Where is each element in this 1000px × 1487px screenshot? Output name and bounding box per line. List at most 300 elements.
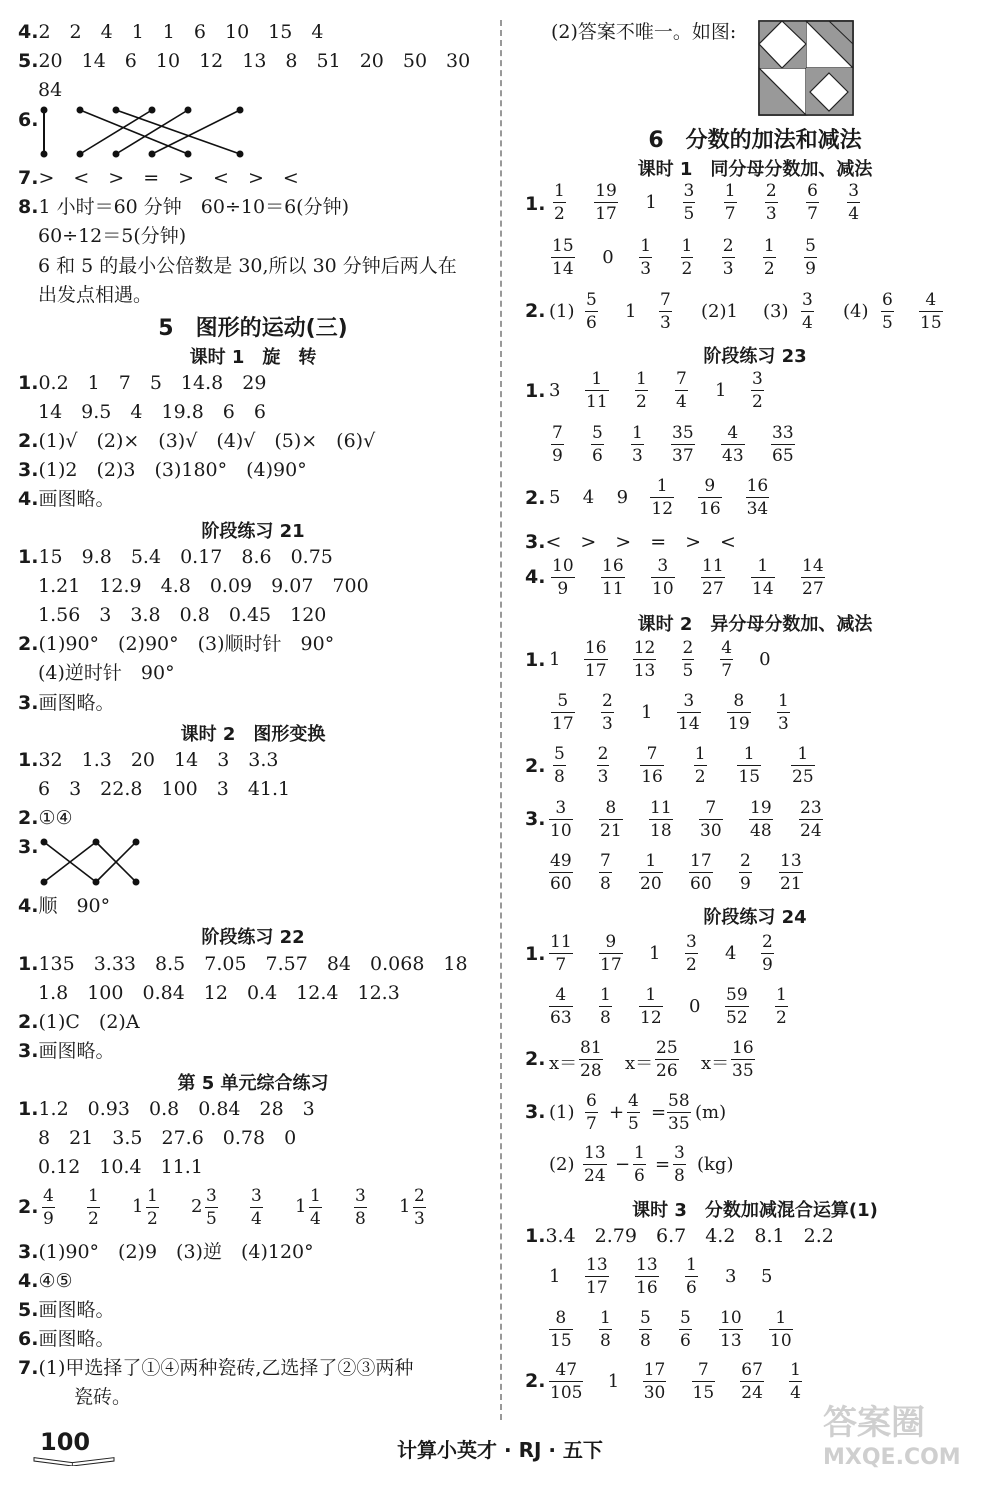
denominator: 3: [778, 714, 789, 734]
denominator: 21: [600, 821, 622, 841]
denominator: 5: [682, 661, 694, 681]
answer-line: 3.画图略。: [18, 692, 115, 714]
practice-title: 阶段练习 22: [201, 927, 305, 948]
answer-line: 3.(1)2 (2)3 (3)180° (4)90°: [18, 459, 307, 481]
question-number: 1.: [525, 649, 546, 671]
fraction: [42, 1185, 55, 1230]
denominator: 16: [699, 499, 721, 519]
fraction: [749, 797, 773, 842]
fraction: [675, 368, 688, 413]
answer-line: 1.0.2 1 7 5 14.8 29: [18, 372, 267, 394]
numerator: 1: [790, 1360, 801, 1380]
numerator: 3: [802, 290, 813, 310]
answer-value: (1): [549, 1102, 575, 1123]
answer-value: 4: [725, 943, 737, 964]
answer-line: 1.32 1.3 20 14 3 3.3: [18, 749, 279, 771]
numerator: 17: [690, 851, 712, 871]
fraction: [789, 1359, 802, 1404]
fraction: [847, 180, 860, 225]
answer-value: 1: [295, 1196, 307, 1217]
denominator: 7: [586, 1114, 597, 1134]
fraction: [599, 797, 623, 842]
numerator: 1: [310, 1186, 321, 1206]
denominator: 8: [554, 767, 565, 787]
numerator: 6: [882, 290, 893, 310]
fraction: [551, 555, 575, 600]
denominator: 2: [694, 767, 706, 787]
numerator: 1: [636, 369, 647, 389]
numerator: 4: [555, 985, 567, 1005]
numerator: 1: [600, 1308, 611, 1328]
answer-line: 6.: [18, 109, 39, 131]
numerator: 6: [807, 181, 818, 201]
numerator: 3: [657, 556, 669, 576]
answer-value: 5: [761, 1266, 773, 1287]
denominator: 11: [586, 392, 608, 412]
numerator: 16: [732, 1038, 754, 1058]
fraction: [87, 1185, 100, 1230]
denominator: 9: [552, 446, 563, 466]
numerator: 1: [724, 181, 736, 201]
answer-value: 1: [399, 1196, 411, 1217]
question-number: 1.: [525, 943, 546, 965]
answer-line: 7.> < > = > < > <: [18, 167, 299, 189]
numerator: 8: [555, 1308, 567, 1328]
numerator: 15: [552, 236, 574, 256]
numerator: 4: [43, 1186, 54, 1206]
fraction: [651, 555, 675, 600]
denominator: 27: [802, 579, 824, 599]
fraction: [881, 289, 894, 334]
lesson-title: 课时 1 旋 转: [189, 347, 317, 368]
answer-line: 出发点相遇。: [38, 284, 153, 306]
answer-line: 1.1.2 0.93 0.8 0.84 28 3: [18, 1098, 315, 1120]
denominator: 7: [555, 955, 567, 975]
fraction: [801, 289, 814, 334]
answer-line: (2)答案不唯一。如图:: [551, 21, 737, 43]
numerator: 25: [656, 1038, 678, 1058]
numerator: 58: [668, 1091, 690, 1111]
matching-lines-diagram: [40, 104, 260, 162]
answer-line: 6.画图略。: [18, 1328, 115, 1350]
answer-line: 1.56 3 3.8 0.8 0.45 120: [38, 604, 327, 626]
denominator: 35: [732, 1061, 754, 1081]
numerator: 1: [681, 236, 693, 256]
denominator: 43: [722, 446, 744, 466]
fraction: [599, 1307, 612, 1352]
denominator: 37: [672, 446, 694, 466]
denominator: 16: [636, 1278, 658, 1298]
numerator: 7: [705, 798, 717, 818]
fraction: [804, 235, 817, 280]
fraction: [639, 984, 663, 1029]
fraction: [761, 931, 774, 976]
numerator: 19: [750, 798, 772, 818]
numerator: 2: [762, 932, 773, 952]
answer-value: 3: [549, 380, 561, 401]
fraction: [599, 931, 623, 976]
denominator: 2: [88, 1209, 99, 1229]
fraction: [633, 637, 657, 682]
fraction: [597, 743, 610, 788]
fraction: [681, 235, 694, 280]
fraction: [719, 1307, 743, 1352]
denominator: 13: [633, 661, 656, 681]
question-number: 2.: [525, 1048, 546, 1070]
practice-title: 阶段练习 23: [703, 346, 807, 367]
denominator: 9: [740, 874, 751, 894]
denominator: 19: [728, 714, 750, 734]
fraction: [413, 1185, 426, 1230]
denominator: 5: [683, 204, 695, 224]
answer-value: +: [609, 1102, 625, 1123]
denominator: 24: [800, 821, 822, 841]
fraction: [594, 180, 618, 225]
answer-value: 1: [715, 380, 727, 401]
fraction: [724, 180, 737, 225]
answer-value: 1: [625, 301, 637, 322]
question-number: 4.: [525, 566, 546, 588]
fraction: [583, 1142, 607, 1187]
answer-line: 2.(1)90° (2)90° (3)顺时针 90°: [18, 633, 335, 655]
numerator: 2: [597, 744, 609, 764]
fraction: [205, 1185, 218, 1230]
denominator: 2: [554, 204, 565, 224]
answer-line: 1.135 3.33 8.5 7.05 7.57 84 0.068 18: [18, 953, 468, 975]
fraction: [722, 235, 735, 280]
numerator: 9: [704, 476, 716, 496]
answer-line: 2.(1)√ (2)× (3)√ (4)√ (5)× (6)√: [18, 430, 376, 452]
denominator: 60: [690, 874, 712, 894]
numerator: 1: [757, 556, 769, 576]
fraction: [599, 850, 612, 895]
numerator: 4: [628, 1091, 639, 1111]
page-number: 100: [40, 1428, 91, 1456]
fraction: [659, 289, 672, 334]
numerator: 1: [776, 985, 787, 1005]
fraction: [679, 1307, 692, 1352]
fraction: [751, 555, 775, 600]
fraction: [740, 1359, 764, 1404]
answer-value: (2): [549, 1154, 575, 1175]
answer-line: 瓷砖。: [74, 1386, 132, 1408]
fraction: [739, 850, 752, 895]
practice-title: 阶段练习 21: [201, 521, 305, 542]
question-number: 2.: [18, 1196, 39, 1218]
answer-value: −: [615, 1154, 631, 1175]
numerator: 47: [555, 1360, 578, 1380]
fraction: [633, 1142, 646, 1187]
answer-line: 6 和 5 的最小公倍数是 30,所以 30 分钟后两人在: [38, 255, 457, 277]
answer-value: 9: [616, 487, 629, 508]
numerator: 3: [555, 798, 567, 818]
denominator: 9: [557, 579, 569, 599]
fraction: [549, 931, 573, 976]
matching-cross-diagram: [40, 836, 150, 888]
numerator: 5: [592, 423, 603, 443]
fraction: [655, 1037, 679, 1082]
denominator: 15: [738, 767, 761, 787]
fraction: [549, 797, 573, 842]
numerator: 1: [694, 744, 706, 764]
column-divider: [500, 20, 502, 1420]
numerator: 2: [765, 181, 777, 201]
question-number: 2.: [525, 487, 546, 509]
denominator: 9: [762, 955, 773, 975]
fraction: [631, 422, 644, 467]
fraction: [919, 289, 943, 334]
fraction: [689, 850, 713, 895]
answer-line: 14 9.5 4 19.8 6 6: [38, 401, 266, 423]
answer-line: 2.①④: [18, 807, 73, 829]
numerator: 11: [702, 556, 724, 576]
fraction: [763, 235, 776, 280]
fraction: [685, 1254, 698, 1299]
fraction: [551, 235, 575, 280]
numerator: 11: [650, 798, 672, 818]
denominator: 17: [584, 661, 607, 681]
numerator: 3: [674, 1143, 685, 1163]
denominator: 15: [550, 1331, 572, 1351]
fraction: [146, 1185, 159, 1230]
fraction: [720, 637, 733, 682]
denominator: 2: [686, 955, 697, 975]
answer-line: 0.12 10.4 11.1: [38, 1156, 203, 1178]
fraction: [639, 850, 663, 895]
numerator: 10: [552, 556, 574, 576]
denominator: 14: [552, 259, 574, 279]
question-number: 2.: [525, 755, 546, 777]
answer-line: 3.: [18, 836, 39, 858]
numerator: 7: [646, 744, 658, 764]
fraction: [699, 797, 723, 842]
numerator: 1: [554, 181, 565, 201]
numerator: 1: [634, 1143, 645, 1163]
denominator: 8: [355, 1209, 366, 1229]
answer-value: 1: [607, 1371, 620, 1392]
denominator: 5: [882, 313, 893, 333]
numerator: 1: [88, 1186, 99, 1206]
denominator: 20: [640, 874, 662, 894]
book-title: 计算小英才 · RJ · 五下: [397, 1438, 603, 1462]
fraction: [694, 743, 707, 788]
denominator: 14: [678, 714, 700, 734]
fraction: [549, 1307, 573, 1352]
numerator: 13: [780, 851, 802, 871]
fraction: [677, 690, 701, 735]
denominator: 3: [660, 313, 671, 333]
numerator: 4: [925, 290, 937, 310]
denominator: 11: [602, 579, 624, 599]
numerator: 1: [632, 423, 643, 443]
denominator: 15: [692, 1383, 715, 1403]
denominator: 7: [724, 204, 736, 224]
numerator: 7: [660, 290, 671, 310]
denominator: 24: [741, 1383, 763, 1403]
numerator: 4: [727, 423, 739, 443]
numerator: 3: [206, 1186, 217, 1206]
denominator: 17: [595, 204, 617, 224]
answer-value: 1: [649, 943, 661, 964]
watermark: [815, 1395, 995, 1485]
numerator: 16: [584, 638, 607, 658]
fraction: [667, 1090, 691, 1135]
question-number: 3.: [525, 808, 546, 830]
numerator: 13: [584, 1143, 606, 1163]
fraction: [725, 984, 749, 1029]
denominator: 8: [600, 874, 611, 894]
fraction: [584, 637, 608, 682]
denominator: 8: [600, 1331, 611, 1351]
fraction: [801, 555, 825, 600]
answer-value: 0: [602, 247, 614, 268]
denominator: 27: [702, 579, 724, 599]
fraction: [640, 743, 664, 788]
tile-pattern-figure: [758, 20, 854, 116]
numerator: 67: [741, 1360, 763, 1380]
answer-value: 1: [549, 1266, 561, 1287]
question-number: 1.: [525, 380, 546, 402]
answer-line: 3.画图略。: [18, 1040, 115, 1062]
answer-line: 8 21 3.5 27.6 0.78 0: [38, 1127, 297, 1149]
denominator: 35: [668, 1114, 690, 1134]
answer-value: (4): [843, 301, 869, 322]
numerator: 1: [640, 236, 652, 256]
numerator: 16: [602, 556, 624, 576]
fraction: [779, 850, 803, 895]
denominator: 65: [772, 446, 794, 466]
numerator: 3: [251, 1186, 262, 1206]
numerator: 3: [848, 181, 860, 201]
answer-value: 1: [641, 702, 653, 723]
fraction: [701, 555, 725, 600]
lesson-title: 课时 1 同分母分数加、减法: [637, 159, 873, 180]
answer-line: 2.(1)C (2)A: [18, 1011, 140, 1033]
answer-value: 4: [582, 487, 595, 508]
answer-value: x＝: [549, 1053, 578, 1074]
denominator: 6: [686, 1278, 697, 1298]
answer-value: (2)1: [701, 301, 738, 322]
numerator: 7: [600, 851, 611, 871]
denominator: 17: [586, 1278, 608, 1298]
numerator: 49: [550, 851, 572, 871]
denominator: 26: [656, 1061, 678, 1081]
fraction: [806, 180, 819, 225]
fraction: [649, 797, 673, 842]
denominator: 5: [628, 1114, 639, 1134]
fraction: [635, 1254, 659, 1299]
fraction: [777, 690, 790, 735]
section-title: 6 分数的加法和减法: [648, 128, 862, 153]
denominator: 3: [640, 259, 652, 279]
numerator: 2: [722, 236, 734, 256]
numerator: 3: [355, 1186, 366, 1206]
numerator: 3: [683, 691, 695, 711]
answer-line: 1.8 100 0.84 12 0.4 12.4 12.3: [38, 982, 400, 1004]
numerator: 1: [591, 369, 603, 389]
denominator: 8: [640, 1331, 651, 1351]
numerator: 3: [752, 369, 763, 389]
fraction: [698, 475, 722, 520]
denominator: 3: [602, 714, 613, 734]
denominator: 4: [802, 313, 813, 333]
fraction: [685, 931, 698, 976]
numerator: 1: [645, 985, 657, 1005]
answer-value: (m): [695, 1102, 727, 1123]
numerator: 1: [763, 236, 775, 256]
answer-line: 3.(1)90° (2)9 (3)逆 (4)120°: [18, 1241, 314, 1263]
denominator: 7: [807, 204, 818, 224]
denominator: 6: [586, 313, 597, 333]
question-number: 3.: [525, 1101, 546, 1123]
numerator: 2: [414, 1186, 425, 1206]
numerator: 8: [733, 691, 745, 711]
fraction: [639, 235, 652, 280]
denominator: 30: [643, 1383, 666, 1403]
denominator: 2: [752, 392, 763, 412]
fraction: [354, 1185, 367, 1230]
denominator: 5: [206, 1209, 217, 1229]
fraction: [673, 1142, 686, 1187]
denominator: 18: [650, 821, 672, 841]
numerator: 13: [586, 1255, 608, 1275]
denominator: 24: [584, 1166, 606, 1186]
answer-line: 84: [38, 79, 63, 101]
answer-value: (1): [549, 301, 575, 322]
denominator: 12: [651, 499, 674, 519]
fraction: [549, 1359, 583, 1404]
numerator: 1: [778, 691, 789, 711]
denominator: 12: [640, 1008, 662, 1028]
denominator: 48: [750, 821, 772, 841]
denominator: 7: [721, 661, 733, 681]
answer-value: (3): [763, 301, 789, 322]
numerator: 7: [676, 369, 687, 389]
denominator: 25: [792, 767, 814, 787]
denominator: 10: [770, 1331, 792, 1351]
denominator: 17: [552, 714, 574, 734]
answer-line: 4.④⑤: [18, 1270, 73, 1292]
numerator: 1: [686, 1255, 697, 1275]
denominator: 2: [636, 392, 647, 412]
numerator: 7: [552, 423, 563, 443]
denominator: 10: [652, 579, 674, 599]
denominator: 3: [722, 259, 734, 279]
numerator: 12: [633, 638, 656, 658]
fraction: [791, 743, 815, 788]
denominator: 13: [720, 1331, 742, 1351]
unit-review-title: 第 5 单元综合练习: [177, 1073, 329, 1094]
answer-value: 1: [132, 1196, 144, 1217]
numerator: 81: [580, 1038, 602, 1058]
denominator: 9: [43, 1209, 54, 1229]
numerator: 16: [746, 476, 769, 496]
fraction: [769, 1307, 793, 1352]
numerator: 1: [645, 851, 657, 871]
fraction: [682, 637, 695, 682]
numerator: 7: [697, 1360, 709, 1380]
denominator: 2: [763, 259, 775, 279]
answer-line: 6 3 22.8 100 3 41.1: [38, 778, 291, 800]
fraction: [671, 422, 695, 467]
denominator: 4: [848, 204, 860, 224]
denominator: 4: [310, 1209, 321, 1229]
denominator: 2: [147, 1209, 158, 1229]
denominator: 52: [726, 1008, 748, 1028]
denominator: 21: [780, 874, 802, 894]
answer-line: 5.画图略。: [18, 1299, 115, 1321]
numerator: 5: [640, 1308, 651, 1328]
